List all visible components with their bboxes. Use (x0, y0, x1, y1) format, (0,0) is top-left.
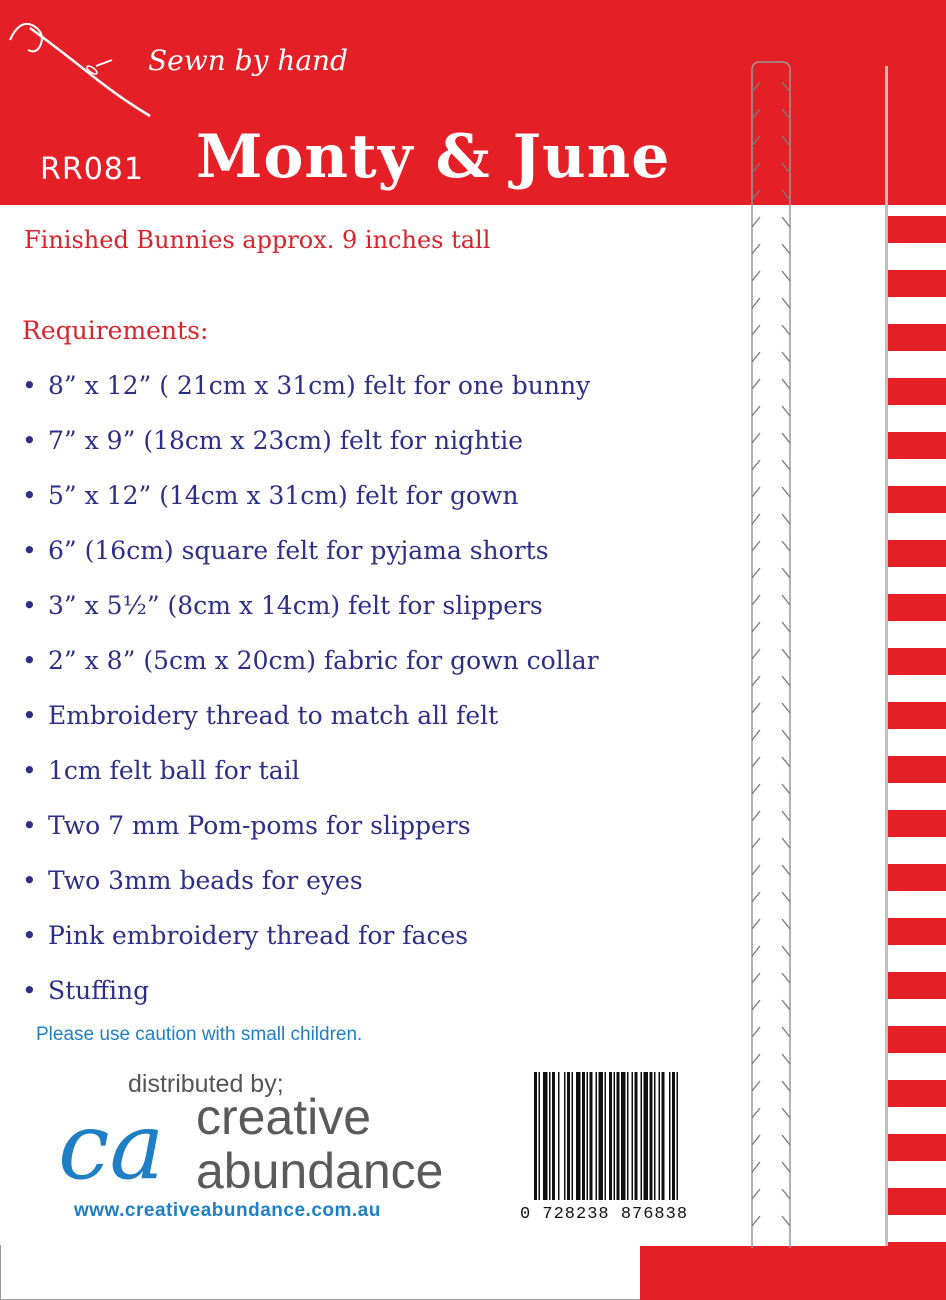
stitch-mark (782, 811, 790, 821)
stitch-mark (752, 352, 760, 362)
barcode-bar (609, 1072, 612, 1200)
barcode-bar (587, 1072, 589, 1200)
stitch-mark (752, 217, 760, 227)
stitch-mark (752, 244, 760, 254)
stitch-mark (752, 82, 760, 92)
stitch-mark (752, 190, 760, 200)
barcode-bar (677, 1072, 679, 1200)
stitch-mark (752, 433, 760, 443)
barcode-bar (672, 1072, 675, 1200)
brand-name-line2: abundance (196, 1143, 444, 1199)
barcode-bar (543, 1072, 548, 1200)
stitch-mark (782, 217, 790, 227)
list-item: • Two 7 mm Pom-poms for slippers (22, 811, 471, 840)
stitch-mark (782, 676, 790, 686)
stitch-mark (782, 1216, 790, 1226)
barcode-bar (617, 1072, 620, 1200)
stitch-mark (782, 541, 790, 551)
list-item: • 8” x 12” ( 21cm x 31cm) felt for one bunny (22, 371, 591, 400)
barcode-bar (539, 1072, 541, 1200)
barcode-bar (534, 1072, 537, 1200)
stitch-mark (782, 379, 790, 389)
barcode-bar (596, 1072, 598, 1200)
barcode-bar (576, 1072, 581, 1200)
stitch-mark (752, 865, 760, 875)
stitch-mark (752, 1108, 760, 1118)
requirements-list (22, 368, 599, 1028)
barcode-bar (582, 1072, 585, 1200)
stitch-mark (752, 1189, 760, 1199)
stitch-mark (752, 811, 760, 821)
stitch-mark (782, 838, 790, 848)
barcode-bar (590, 1072, 593, 1200)
stitch-mark (782, 325, 790, 335)
stitch-mark (752, 163, 760, 173)
barcode-bar (669, 1072, 671, 1200)
stitch-mark (782, 109, 790, 119)
stitch-mark (752, 514, 760, 524)
barcode-bar (654, 1072, 656, 1200)
barcode-bar (641, 1072, 643, 1200)
stitch-mark (782, 1135, 790, 1145)
card-edge (885, 66, 888, 1246)
stitch-mark (752, 946, 760, 956)
stitch-mark (782, 271, 790, 281)
caution-note: Please use caution with small children. (36, 1024, 363, 1045)
list-item: • Stuffing (22, 976, 150, 1005)
stitch-mark (782, 1027, 790, 1037)
stitch-mark (752, 649, 760, 659)
stitch-mark (782, 514, 790, 524)
barcode-bar (558, 1072, 560, 1200)
stitch-mark (782, 730, 790, 740)
stitch-mark (782, 757, 790, 767)
stitch-mark (782, 433, 790, 443)
stitch-mark (752, 1216, 760, 1226)
barcode-bar (662, 1072, 665, 1200)
stitch-mark (782, 919, 790, 929)
barcode-bar (605, 1072, 607, 1200)
stitch-mark (752, 622, 760, 632)
barcode-bar (644, 1072, 649, 1200)
barcode-bar (567, 1072, 570, 1200)
distributor-label: distributed by; (128, 1070, 284, 1098)
stitch-mark (752, 595, 760, 605)
stitch-mark (782, 568, 790, 578)
stitch-mark (782, 784, 790, 794)
barcode-bar (614, 1072, 616, 1200)
stitch-mark (782, 973, 790, 983)
stitch-mark (752, 1135, 760, 1145)
barcode (520, 1068, 716, 1204)
stitch-mark (752, 838, 760, 848)
stitch-mark (752, 1054, 760, 1064)
list-item: • 6” (16cm) square felt for pyjama shorts (22, 536, 549, 565)
stitch-mark (752, 460, 760, 470)
creative-abundance-logo-icon (58, 1090, 198, 1200)
list-item: • Two 3mm beads for eyes (22, 866, 363, 895)
stitch-mark (782, 244, 790, 254)
stitch-mark (752, 487, 760, 497)
stitch-mark (782, 487, 790, 497)
stitch-mark (752, 703, 760, 713)
barcode-bar (659, 1072, 661, 1200)
page-title: Monty & June (196, 122, 671, 192)
list-item: • Embroidery thread to match all felt (22, 701, 499, 730)
stitch-mark (782, 136, 790, 146)
stitch-mark (752, 1027, 760, 1037)
stitch-mark (782, 406, 790, 416)
stitch-mark (752, 1000, 760, 1010)
barcode-bar (627, 1072, 629, 1200)
barcode-bar (552, 1072, 555, 1200)
list-item: • 1cm felt ball for tail (22, 756, 300, 785)
stitch-mark (752, 136, 760, 146)
svg-text:ca: ca (58, 1093, 165, 1200)
stitch-mark (782, 622, 790, 632)
stitch-mark (782, 298, 790, 308)
stitch-mark (752, 892, 760, 902)
stitch-mark (752, 784, 760, 794)
stitch-mark (782, 1000, 790, 1010)
stitch-mark (752, 1162, 760, 1172)
stitch-mark (782, 1081, 790, 1091)
stitch-mark (752, 406, 760, 416)
list-item: • Pink embroidery thread for faces (22, 921, 469, 950)
stitch-mark (782, 1054, 790, 1064)
subtitle: Finished Bunnies approx. 9 inches tall (24, 226, 491, 254)
stitch-mark (752, 541, 760, 551)
stitch-mark (782, 1189, 790, 1199)
stitch-mark (752, 973, 760, 983)
website-link[interactable]: www.creativeabundance.com.au (74, 1200, 381, 1221)
stitch-mark (782, 595, 790, 605)
stitch-mark (752, 379, 760, 389)
list-item: • 5” x 12” (14cm x 31cm) felt for gown (22, 481, 519, 510)
barcode-bar (564, 1072, 566, 1200)
stitch-mark (752, 919, 760, 929)
stitch-ribbon (744, 0, 804, 1300)
barcode-bar (650, 1072, 653, 1200)
stitch-mark (782, 163, 790, 173)
stitch-mark (752, 568, 760, 578)
stitch-mark (782, 946, 790, 956)
barcode-number: 0 728238 876838 (520, 1205, 689, 1224)
list-item: • 2” x 8” (5cm x 20cm) fabric for gown collar (22, 646, 599, 675)
barcode-bar (549, 1072, 551, 1200)
barcode-bar (621, 1072, 626, 1200)
stitch-mark (752, 1081, 760, 1091)
stitch-mark (782, 1108, 790, 1118)
stitch-mark (782, 649, 790, 659)
barcode-bar (632, 1072, 634, 1200)
stitch-mark (782, 1162, 790, 1172)
list-item: • 7” x 9” (18cm x 23cm) felt for nightie (22, 426, 524, 455)
pattern-code: RR081 (40, 152, 144, 187)
requirements-heading: Requirements: (22, 316, 209, 345)
needle-icon (0, 0, 160, 130)
tagline: Sewn by hand (148, 44, 348, 77)
list-item: • 3” x 5½” (8cm x 14cm) felt for slippers (22, 591, 543, 620)
stitch-mark (782, 892, 790, 902)
stitch-mark (752, 298, 760, 308)
stitch-mark (752, 109, 760, 119)
stitch-mark (752, 676, 760, 686)
barcode-bar (572, 1072, 574, 1200)
stitch-mark (752, 271, 760, 281)
stitch-mark (782, 703, 790, 713)
brand-name-line1: creative (196, 1089, 372, 1145)
stitch-mark (782, 190, 790, 200)
stitch-mark (752, 757, 760, 767)
barcode-bar (599, 1072, 604, 1200)
stitch-mark (782, 352, 790, 362)
barcode-bar (635, 1072, 638, 1200)
stitch-mark (752, 325, 760, 335)
stitch-mark (782, 82, 790, 92)
stitch-mark (752, 730, 760, 740)
stitch-mark (782, 460, 790, 470)
stitch-mark (782, 865, 790, 875)
